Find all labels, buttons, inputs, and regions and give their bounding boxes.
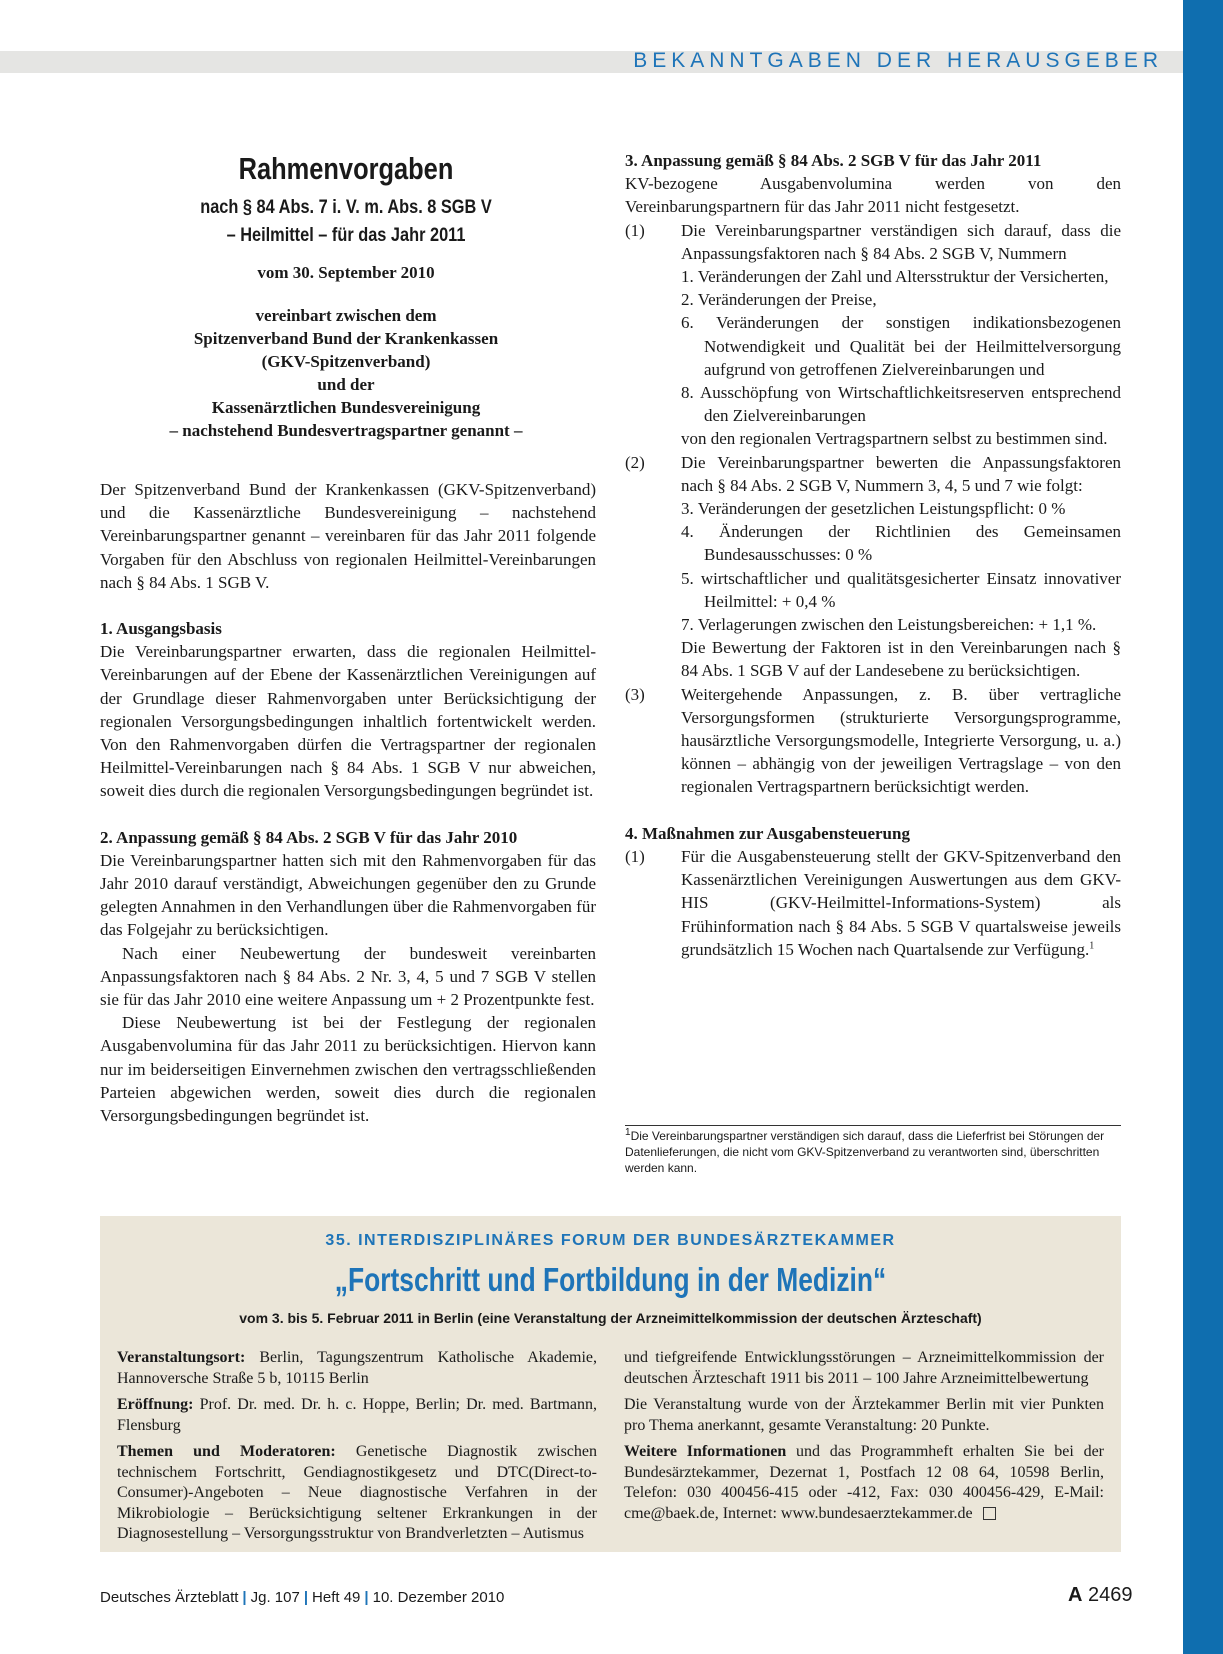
section-1-text: Die Vereinbarungspartner erwarten, dass die regionalen Heilmittel-Vereinbarungen auf der Ebene der Kassenärztlichen Vereinigungen auf der Grundlage dieser Rahmenvorgaben unter Berücksichtigung der regionalen Versorgungsbedingungen inhaltlich fortentwickelt werden. Von den Rahmenvorgaben dürfen die Vertragspartner der regionalen Heilmittel-Vereinbarungen nach § 84 Abs. 1 SGB V nur abweichen, soweit dies durch die regionalen Versorgungsbedingungen begründet ist. bbox=[100, 642, 596, 801]
journal-issue: Heft 49 bbox=[312, 1589, 361, 1606]
section-3-item bbox=[625, 451, 1121, 683]
intro-paragraph: Der Spitzenverband Bund der Krankenkassen (GKV-Spitzenverband) und die Kassenärztliche Bundesvereinigung – nachstehend Vereinbarungspartner genannt – vereinbaren für das Jahr 2011 folgende Vorgaben für den Abschluss von regionalen Heilmittel-Vereinbarungen nach § 84 Abs. 1 SGB V. bbox=[100, 480, 596, 592]
forum-right-column bbox=[624, 1348, 1104, 1530]
footnote bbox=[625, 1128, 1105, 1176]
footnote-rule bbox=[625, 1125, 1121, 1126]
sub-item: 3. Veränderungen der gesetzlichen Leistungspflicht: 0 % bbox=[681, 499, 1066, 519]
parties-line: – nachstehend Bundesvertragspartner genannt – bbox=[169, 421, 523, 440]
journal-name: Deutsches Ärzteblatt bbox=[100, 1589, 239, 1606]
footnote-mark: 1 bbox=[625, 1127, 631, 1138]
section-4-item bbox=[625, 845, 1121, 961]
parties-line: vereinbart zwischen dem bbox=[255, 306, 437, 325]
forum-left-column bbox=[117, 1348, 597, 1551]
section-4-heading: 4. Maßnahmen zur Ausgabensteuerung bbox=[625, 823, 910, 843]
subtitle-line-1: nach § 84 Abs. 7 i. V. m. Abs. 8 SGB V bbox=[200, 197, 492, 218]
forum-topics-continued: und tiefgreifende Entwicklungsstörungen – Arzneimittelkommission der deutschen Ärzteschaft 1911 bis 2011 – 100 Jahre Arzneimittelbewertung bbox=[624, 1349, 1104, 1387]
end-of-article-icon bbox=[983, 1507, 996, 1520]
section-2-paragraph: Die Vereinbarungspartner hatten sich mit den Rahmenvorgaben für das Jahr 2010 darauf verständigt, Abweichungen gegenüber den zu Grunde gelegten Annahmen in den Verhandlungen über die Rahmenvorgaben für das Folgejahr zu berücksichtigen. bbox=[100, 850, 597, 940]
section-2-paragraph: Nach einer Neubewertung der bundesweit vereinbarten Anpassungsfaktoren nach § 84 Abs. 2 Nr. 3, 4, 5 und 7 SGB V stellen sie für das Jahr 2010 eine weitere Anpassung um + 2 Prozentpunkte fest. bbox=[100, 943, 596, 1010]
section-1-heading: 1. Ausgangsbasis bbox=[100, 619, 222, 639]
forum-venue: Veranstaltungsort: Berlin, Tagungszentrum Katholische Akademie, Hannoversche Straße 5 b, 10115 Berlin bbox=[117, 1349, 597, 1387]
footnote-text: Die Vereinbarungspartner verständigen sich darauf, dass die Lieferfrist bei Störungen der Datenlieferungen, die nicht vom GKV-Spitzenverband zu verantworten sind, überschritten werden kann. bbox=[625, 1129, 1105, 1175]
section-3-item bbox=[625, 219, 1121, 451]
item-tail: von den regionalen Vertragspartnern selbst zu bestimmen sind. bbox=[681, 429, 1108, 449]
parties-line: und der bbox=[317, 375, 375, 394]
right-edge-bar bbox=[1183, 0, 1223, 1654]
forum-info: Weitere Informationen und das Programmheft erhalten Sie bei der Bundesärztekammer, Dezernat 1, Postfach 12 08 64, 10598 Berlin, Telefon: 030 400456-415 oder -412, Fax: 030 400456-429, E-Mail: cme@baek.de, Internet: www.bundesaerztekammer.de bbox=[624, 1443, 1104, 1522]
item-text: Weitergehende Anpassungen, z. B. über vertragliche Versorgungsformen (strukturierte Versorgungsprogramme, hausärztliche Versorgungsmodelle, Integrierte Versorgung, u. a.) können – abhängig von der jeweiligen Vertragslage – von den regionalen Vertragspartnern berücksichtigt werden. bbox=[681, 684, 1121, 797]
item-number: (1) bbox=[625, 846, 645, 866]
footnote-reference[interactable]: 1 bbox=[1089, 940, 1095, 952]
sub-item: 6. Veränderungen der sonstigen indikationsbezogenen Notwendigkeit und Qualität bei der Heilmittelversorgung aufgrund von getroffenen Zielvereinbarungen und bbox=[681, 313, 1121, 379]
page-prefix: A bbox=[1068, 1584, 1083, 1606]
section-2-heading: 2. Anpassung gemäß § 84 Abs. 2 SGB V für das Jahr 2010 bbox=[100, 827, 518, 847]
subtitle-line-2: – Heilmittel – für das Jahr 2011 bbox=[226, 225, 466, 246]
document-title: Rahmenvorgaben bbox=[238, 151, 454, 186]
section-2-paragraph: Diese Neubewertung ist bei der Festlegung der regionalen Ausgabenvolumina für das Jahr 2011 zu berücksichtigen. Hiervon kann nur im beiderseitigen Einvernehmen zwischen den vertragsschließenden Parteien abgewichen werden, soweit dies durch die regionalen Versorgungsbedingungen begründet ist. bbox=[100, 1013, 596, 1126]
item-number: (3) bbox=[625, 684, 645, 704]
forum-announcement-box bbox=[100, 1216, 1121, 1552]
sub-item: 4. Änderungen der Richtlinien des Gemeinsamen Bundesausschusses: 0 % bbox=[681, 522, 1121, 565]
item-tail: Die Bewertung der Faktoren ist in den Vereinbarungen nach § 84 Abs. 1 SGB V auf der Landesebene zu berücksichtigen. bbox=[681, 638, 1121, 681]
sub-item: 2. Veränderungen der Preise, bbox=[681, 290, 877, 310]
document-date: vom 30. September 2010 bbox=[257, 263, 435, 282]
right-column bbox=[625, 149, 1121, 961]
sub-item: 5. wirtschaftlicher und qualitätsgesicherter Einsatz innovativer Heilmittel: + 0,4 % bbox=[681, 568, 1121, 611]
left-column bbox=[100, 478, 596, 1127]
page-number bbox=[1068, 1584, 1133, 1607]
footer-citation: Deutsches Ärzteblatt | Jg. 107 | Heft 49 | 10. Dezember 2010 bbox=[100, 1589, 505, 1606]
page-number-value: 2469 bbox=[1088, 1584, 1133, 1606]
forum-topics: Themen und Moderatoren: Genetische Diagnostik zwischen technischem Fortschritt, Gendiagnostikgesetz und DTC(Direct-to-Consumer)-Angeboten – Neue diagnostische Verfahren in der Mikrobiologie – Berücksichtigung seltener Erkrankungen in der Diagnosestellung – Versorgungsstruktur von Brandverletzten – Autismus bbox=[117, 1443, 597, 1542]
parties-line: Kassenärztlichen Bundesvereinigung bbox=[211, 398, 481, 417]
item-text: Für die Ausgabensteuerung stellt der GKV-Spitzenverband den Kassenärztlichen Vereinigungen Auswertungen aus dem GKV-HIS (GKV-Heilmittel-Informations-System) als Frühinformation nach § 84 Abs. 5 SGB V quartalsweise jeweils grundsätzlich 15 Wochen nach Quartalsende zur Verfügung. bbox=[681, 846, 1121, 959]
section-label: BEKANNTGABEN DER HERAUSGEBER bbox=[633, 49, 1163, 72]
forum-points: Die Veranstaltung wurde von der Ärztekammer Berlin mit vier Punkten pro Thema anerkannt, gesamte Veranstaltung: 20 Punkte. bbox=[624, 1396, 1104, 1434]
section-3-lead: KV-bezogene Ausgabenvolumina werden von den Vereinbarungspartnern für das Jahr 2011 nicht festgesetzt. bbox=[625, 174, 1121, 217]
item-text: Die Vereinbarungspartner bewerten die Anpassungsfaktoren nach § 84 Abs. 2 SGB V, Nummern 3, 4, 5 und 7 wie folgt: bbox=[681, 452, 1121, 495]
sub-item: 8. Ausschöpfung von Wirtschaftlichkeitsreserven entsprechend den Zielvereinbarungen bbox=[681, 383, 1121, 426]
parties-block bbox=[100, 304, 592, 442]
journal-volume: Jg. 107 bbox=[250, 1589, 300, 1606]
title-block bbox=[100, 150, 592, 442]
item-number: (2) bbox=[625, 452, 645, 472]
item-text: Die Vereinbarungspartner verständigen sich darauf, dass die Anpassungsfaktoren nach § 84 Abs. 2 SGB V, Nummern bbox=[681, 220, 1121, 263]
parties-line: Spitzenverband Bund der Krankenkassen bbox=[193, 329, 499, 348]
forum-subtitle: vom 3. bis 5. Februar 2011 in Berlin (eine Veranstaltung der Arzneimittelkommission der deutschen Ärzteschaft) bbox=[239, 1310, 982, 1326]
sub-item: 7. Verlagerungen zwischen den Leistungsbereichen: + 1,1 %. bbox=[681, 615, 1097, 635]
forum-kicker: 35. INTERDISZIPLINÄRES FORUM DER BUNDESÄRZTEKAMMER bbox=[325, 1232, 896, 1249]
parties-line: (GKV-Spitzenverband) bbox=[261, 352, 431, 371]
item-number: (1) bbox=[625, 220, 645, 240]
section-3-heading: 3. Anpassung gemäß § 84 Abs. 2 SGB V für das Jahr 2011 bbox=[625, 151, 1042, 170]
section-3-item bbox=[625, 683, 1121, 799]
document-subtitle bbox=[134, 194, 557, 250]
sub-item: 1. Veränderungen der Zahl und Altersstruktur der Versicherten, bbox=[681, 267, 1109, 287]
forum-title: „Fortschritt und Fortbildung in der Medizin“ bbox=[334, 1261, 887, 1298]
forum-opening: Eröffnung: Prof. Dr. med. Dr. h. c. Hoppe, Berlin; Dr. med. Bartmann, Flensburg bbox=[117, 1396, 597, 1434]
journal-date: 10. Dezember 2010 bbox=[372, 1589, 505, 1606]
